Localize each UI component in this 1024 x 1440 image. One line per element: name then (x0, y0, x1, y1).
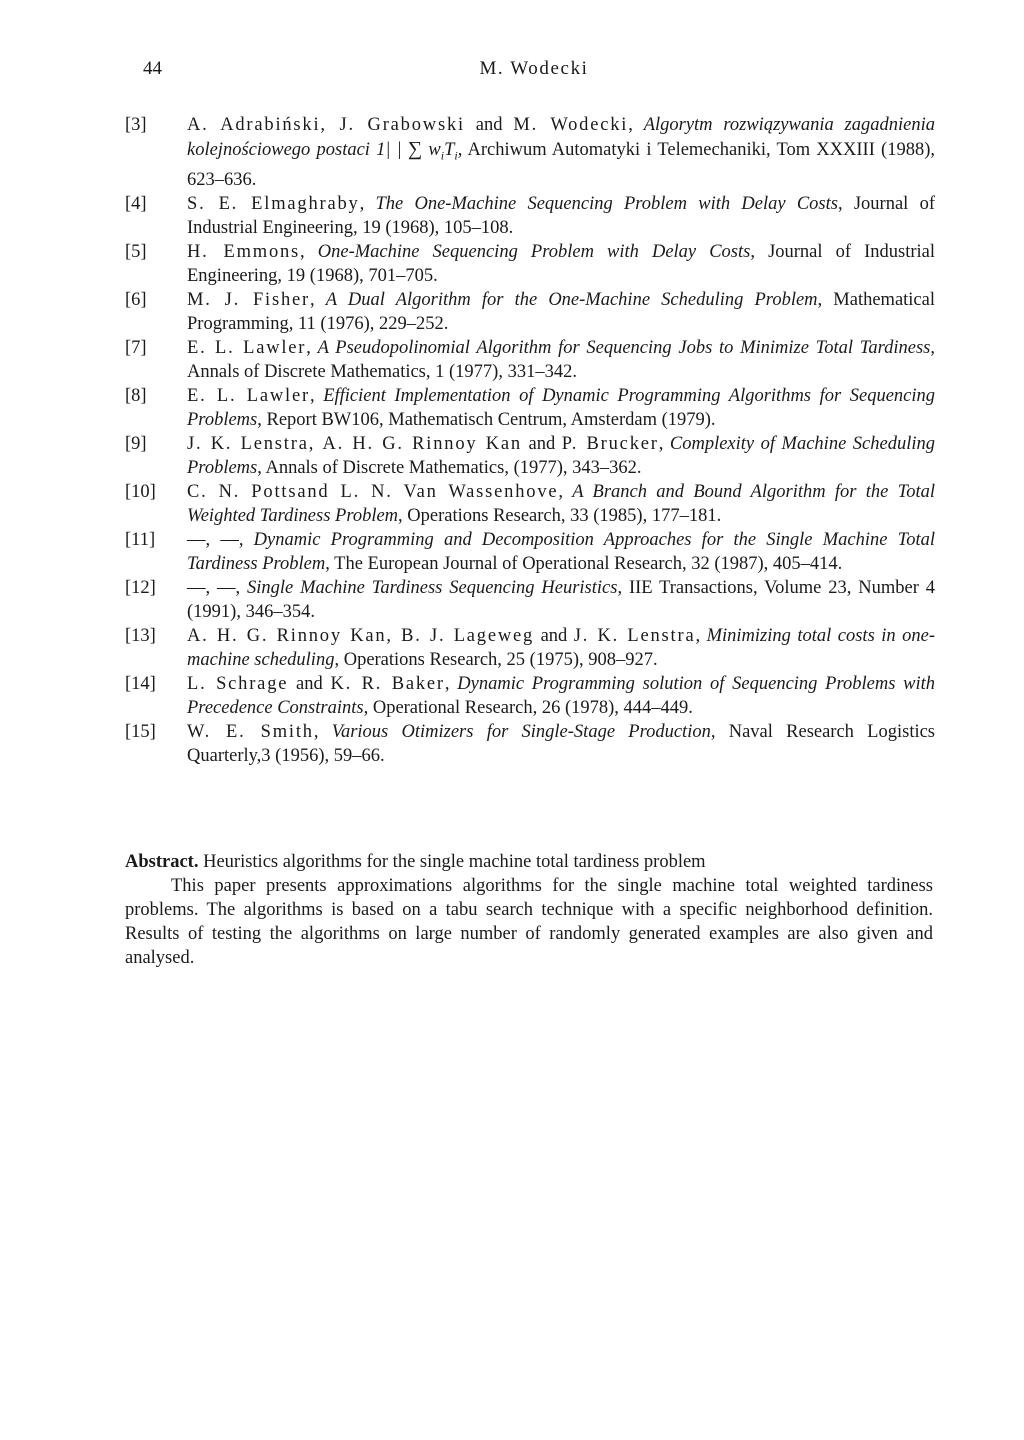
reference-number: [12] (125, 577, 156, 598)
reference-title: Single Machine Tardiness Sequencing Heuristics (247, 577, 618, 598)
reference-source: , Report BW106, Mathematisch Centrum, Amsterdam (1979). (257, 409, 716, 430)
reference-item (125, 192, 935, 240)
reference-text (187, 192, 935, 240)
reference-number: [6] (125, 289, 147, 310)
formula-w: w (422, 140, 441, 160)
reference-title: A Pseudopolinomial Algorithm for Sequencing Jobs to Minimize Total Tardiness (317, 337, 931, 358)
reference-separator: , (558, 481, 573, 502)
reference-separator: , (235, 577, 248, 598)
reference-item (125, 384, 935, 432)
reference-text (187, 336, 935, 384)
reference-number: [13] (125, 625, 156, 646)
reference-item (125, 336, 935, 384)
reference-text (187, 480, 935, 528)
reference-authors: —, — (187, 577, 236, 598)
formula-t: T (444, 140, 455, 160)
reference-authors: E. L. Lawler (187, 385, 310, 406)
abstract-title: Heuristics algorithms for the single machine total tardiness problem (198, 852, 706, 872)
reference-item (125, 528, 935, 576)
abstract-body: This paper presents approximations algorithms for the single machine total weighted tardiness problems. The algorithms is based on a tabu search technique with a specific neighborhood definition. Results of testing the algorithms on large number of randomly generated examples are also given and analysed. (125, 876, 933, 968)
reference-title: Various Otimizers for Single-Stage Production (331, 721, 711, 742)
reference-title: Dynamic Programming solution of Sequencing Problems with Precedence Constraints (187, 673, 936, 718)
reference-authors: A. H. G. Rinnoy Kan, B. J. Lageweg (187, 625, 535, 646)
reference-authors: M. Wodecki (513, 115, 629, 135)
reference-authors: M. J. Fisher (187, 289, 311, 310)
reference-title: Efficient Implementation of Dynamic Programming Algorithms for Sequencing Problems (187, 385, 936, 430)
reference-authors: H. Emmons (187, 241, 301, 262)
reference-source: , Operations Research, 33 (1985), 177–181. (398, 505, 722, 526)
reference-title: Minimizing total costs in one-machine scheduling (187, 625, 936, 670)
reference-text (187, 624, 935, 672)
page-header (143, 58, 925, 88)
reference-source: , Archiwum Automatyki i Telemechaniki, Tom XXXIII (1988), 623–636. (187, 140, 935, 190)
reference-authors: J. K. Lenstra, A. H. G. Rinnoy Kan (187, 433, 522, 454)
abstract-heading: Abstract. (125, 852, 199, 872)
reference-separator: , (313, 721, 332, 742)
reference-text (187, 288, 935, 336)
running-head: M. Wodecki (479, 58, 589, 79)
reference-authors: C. N. Pottsand L. N. Van Wassenhove (187, 481, 559, 502)
reference-text (187, 432, 935, 480)
reference-number: [9] (125, 433, 147, 454)
reference-authors: J. K. Lenstra (573, 625, 696, 646)
reference-item (125, 624, 935, 672)
reference-number: [5] (125, 241, 147, 262)
reference-source: , IIE Transactions, Volume 23, Number 4 (1991), 346–354. (187, 577, 936, 622)
reference-text (187, 384, 935, 432)
reference-number: [8] (125, 385, 147, 406)
reference-separator: , (695, 625, 707, 646)
reference-separator: , (306, 337, 318, 358)
reference-authors: W. E. Smith (187, 721, 314, 742)
reference-authors: —, — (187, 529, 239, 550)
reference-separator: , (309, 385, 324, 406)
reference-number: [7] (125, 337, 147, 358)
reference-item (125, 720, 935, 768)
reference-list (125, 113, 935, 768)
reference-separator: , (628, 115, 644, 135)
reference-item (125, 480, 935, 528)
reference-separator: , (444, 673, 458, 694)
reference-source: , Operational Research, 26 (1978), 444–449. (363, 697, 693, 718)
reference-authors: A. Adrabiński, J. Grabowski (187, 115, 465, 135)
reference-source: , Naval Research Logistics Quarterly,3 (1956), 59–66. (187, 721, 936, 766)
reference-connector: and (464, 115, 514, 135)
reference-number: [15] (125, 721, 156, 742)
reference-item (125, 288, 935, 336)
reference-source: , Journal of Industrial Engineering, 19 (1968), 105–108. (187, 193, 935, 238)
reference-separator: , (310, 289, 326, 310)
reference-number: [4] (125, 193, 147, 214)
reference-text (187, 528, 935, 576)
reference-item (125, 113, 935, 192)
reference-text (187, 576, 935, 624)
reference-authors: K. R. Baker (330, 673, 445, 694)
formula-subscript: i (440, 148, 445, 163)
reference-item (125, 240, 935, 288)
reference-title: Algorytm rozwiązywania zagadnienia kolejnościowego postaci 1| | (187, 115, 935, 160)
reference-source: , Annals of Discrete Mathematics, 1 (1977), 331–342. (187, 337, 935, 382)
reference-connector: and (521, 433, 562, 454)
reference-text (187, 240, 935, 288)
reference-connector: and (534, 625, 574, 646)
reference-number: [10] (125, 481, 156, 502)
reference-number: [11] (125, 529, 156, 550)
reference-source: , Operations Research, 25 (1975), 908–927. (334, 649, 658, 670)
reference-title: A Branch and Bound Algorithm for the Total Weighted Tardiness Problem (187, 481, 935, 526)
reference-title: Complexity of Machine Scheduling Problems (187, 433, 936, 478)
abstract-header-line (125, 850, 933, 874)
reference-source: , Journal of Industrial Engineering, 19 (1968), 701–705. (187, 241, 936, 286)
reference-separator: , (238, 529, 254, 550)
reference-source: , Mathematical Programming, 11 (1976), 229–252. (187, 289, 935, 334)
reference-authors: P. Brucker (561, 433, 659, 454)
reference-connector: and (288, 673, 331, 694)
reference-authors: L. Schrage (187, 673, 289, 694)
reference-separator: , (300, 241, 318, 262)
reference-item (125, 672, 935, 720)
reference-text (187, 113, 935, 192)
reference-source: , The European Journal of Operational Research, 32 (1987), 405–414. (325, 553, 843, 574)
reference-title: The One-Machine Sequencing Problem with Delay Costs (375, 193, 838, 214)
reference-text (187, 720, 935, 768)
reference-authors: E. L. Lawler (187, 337, 307, 358)
reference-item (125, 576, 935, 624)
reference-number: [14] (125, 673, 156, 694)
summation-symbol: ∑ (407, 138, 423, 160)
reference-text (187, 672, 935, 720)
reference-title: Dynamic Programming and Decomposition Approaches for the Single Machine Total Tardiness Problem (187, 529, 936, 574)
reference-item (125, 432, 935, 480)
reference-number: [3] (125, 115, 147, 135)
reference-title: A Dual Algorithm for the One-Machine Scheduling Problem (325, 289, 818, 310)
reference-title: One-Machine Sequencing Problem with Delay Costs (317, 241, 751, 262)
reference-separator: , (359, 193, 376, 214)
reference-separator: , (658, 433, 670, 454)
page-number: 44 (143, 58, 162, 79)
reference-source: , Annals of Discrete Mathematics, (1977), 343–362. (257, 457, 642, 478)
abstract-section (125, 850, 933, 970)
formula-subscript: i (454, 148, 458, 163)
reference-authors: S. E. Elmaghraby (187, 193, 360, 214)
